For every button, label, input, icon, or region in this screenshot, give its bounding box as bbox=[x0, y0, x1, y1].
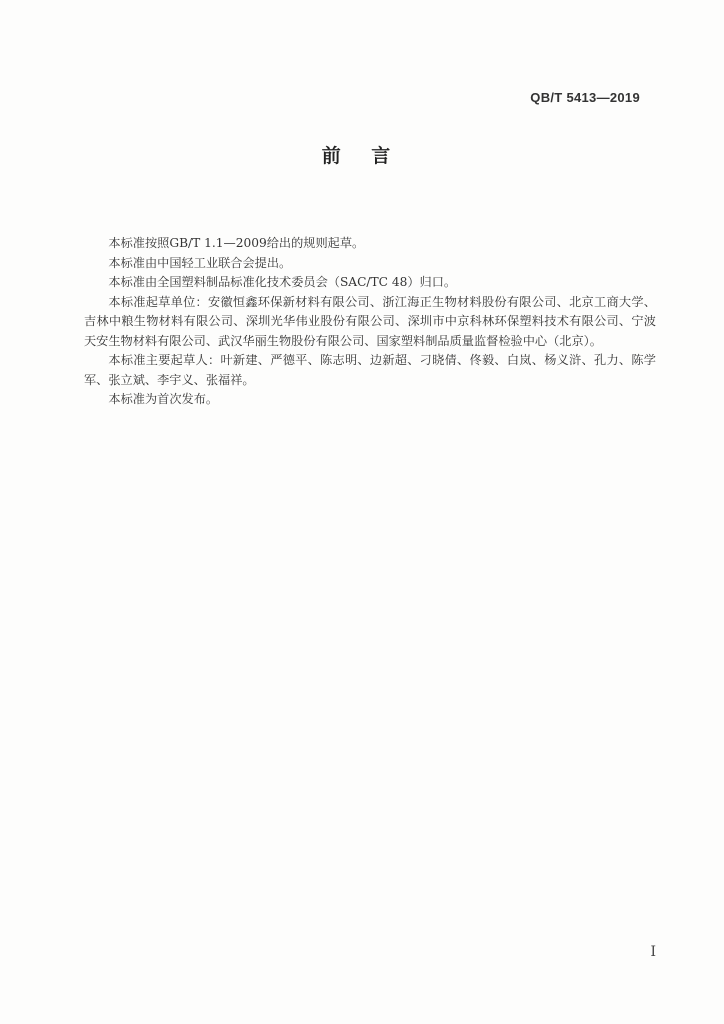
paragraph-drafting-rules: 本标准按照GB/T 1.1—2009给出的规则起草。 bbox=[108, 236, 365, 250]
paragraph-administration: 本标准由全国塑料制品标准化技术委员会（SAC/TC 48）归口。 bbox=[108, 275, 457, 289]
standard-code: QB/T 5413—2019 bbox=[530, 90, 640, 105]
paragraph-main-drafters: 本标准主要起草人：叶新建、严德平、陈志明、边新超、刁晓倩、佟毅、白岚、杨义浒、孔力、陈学军、张立斌、李宇义、张福祥。 bbox=[84, 353, 656, 387]
page-number: I bbox=[650, 944, 656, 960]
paragraph-drafting-units: 本标准起草单位：安徽恒鑫环保新材料有限公司、浙江海正生物材料股份有限公司、北京工商大学、吉林中粮生物材料有限公司、深圳光华伟业股份有限公司、深圳市中京科林环保塑料技术有限公司、宁波天安生物材料有限公司、武汉华丽生物股份有限公司、国家塑料制品质量监督检验中心（北京）。 bbox=[84, 294, 656, 348]
page-title: 前 言 bbox=[321, 145, 403, 167]
paragraph-proposer: 本标准由中国轻工业联合会提出。 bbox=[108, 255, 292, 270]
foreword-body bbox=[84, 234, 656, 410]
paragraph-first-release: 本标准为首次发布。 bbox=[108, 392, 219, 406]
